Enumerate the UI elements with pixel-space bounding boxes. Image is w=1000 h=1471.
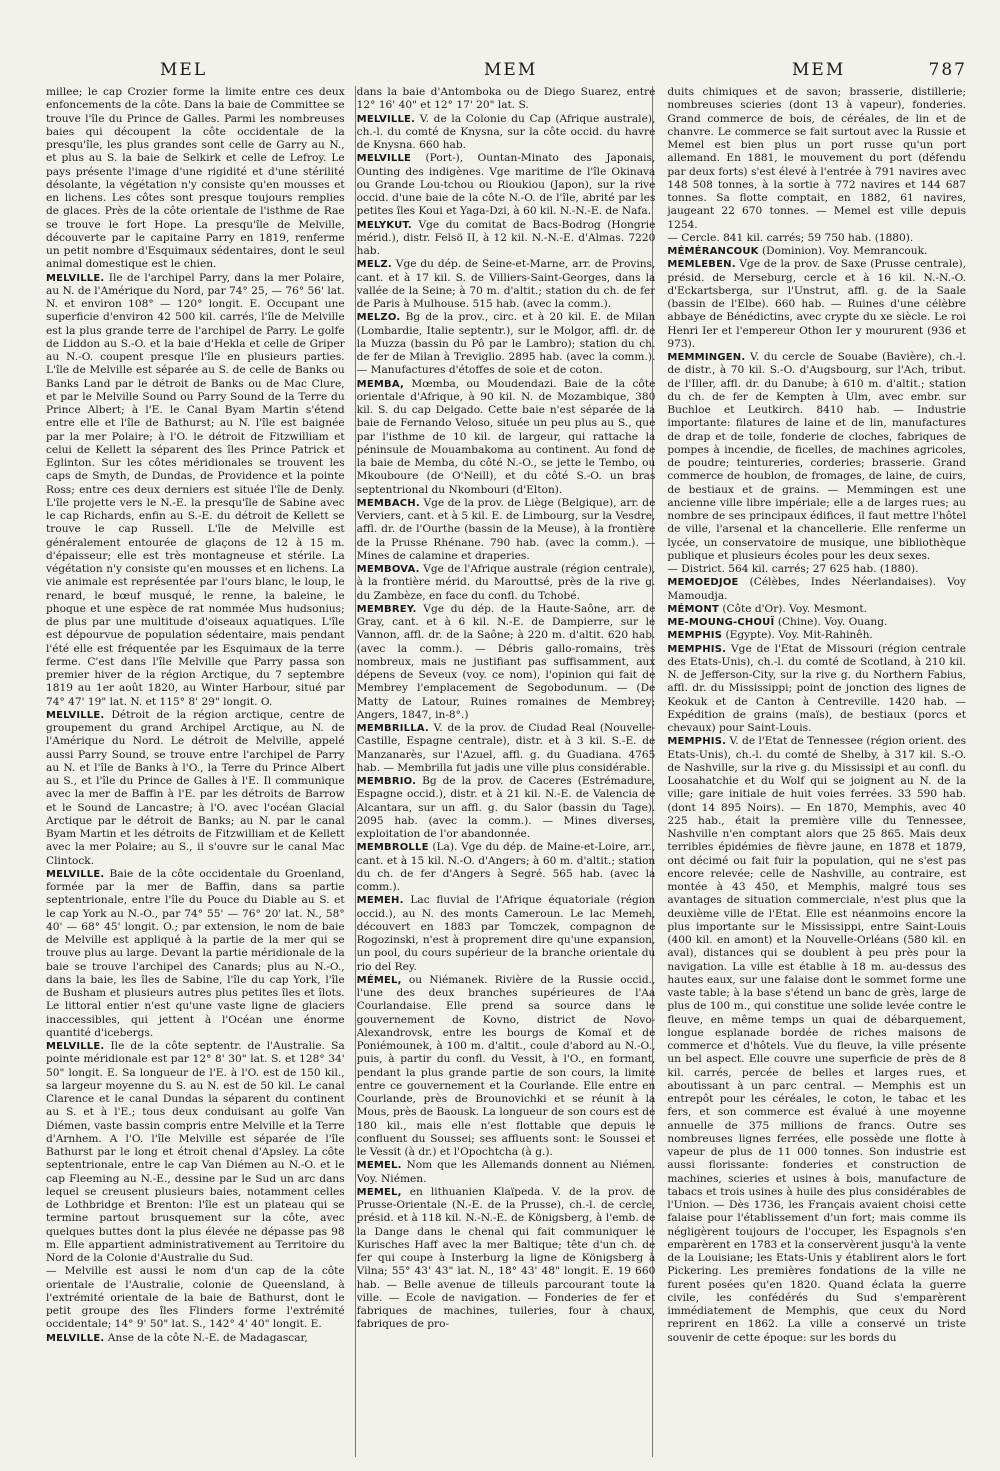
entry-text: Vge de la prov. de Saxe (Prusse centrale), présid. de Merseburg, cercle et à 16 kil. N.-N.-O. d'Eckartsberga, sur l'Unstrut, affl. g. de la Saale (bassin de l'Elbe). 660 hab. — Ruines d'une célèbre abbaye de Bénédictins, avec crypte du xe siècle. Le roi Henri Ier et l'empereur Othon Ier y moururent (936 et 973). (667, 258, 967, 350)
dictionary-entry (357, 894, 656, 974)
dictionary-entry (667, 735, 966, 1345)
entry-text: Vge de la prov. de Liège (Belgique), arr. de Verviers, cant. et à 5 kil. E. de Limbourg, sur la Vesdre, affl. dr. de l'Ourthe (bassin de la Meuse), à la frontière de la Prusse Rhénane. 790 hab. (avec la comm.). — Mines de calamine et draperies. (356, 496, 656, 562)
column-middle (357, 86, 656, 1457)
entry-text: (Port-), Ountan-Minato des Japonais, Ounting des indigènes. Vge maritime de l'île Okinava ou Grande Lou-tchou ou Rioukiou (Japon), sur la rive occid. d'une baie de la côte N.-O. de l'île, abrité par les petites îles Koui et Yaga-Dzi, à 60 kil. N.-N.-E. de Nafa. (356, 152, 656, 218)
entry-headword: MEMBOVA. (356, 564, 420, 575)
entry-headword: MEMBA, (356, 378, 404, 390)
dictionary-entry (357, 722, 656, 775)
dictionary-entry (357, 1159, 656, 1186)
running-head (0, 60, 1000, 84)
page-number: 787 (928, 60, 967, 80)
entry-headword: MELVILLE. (46, 868, 105, 880)
entry-text: Vge du comitat de Bacs-Bodrog (Hongrie mérid.), distr. Felsö II, à 12 kil. N.-N.-E. d'Almas. 7220 hab. (356, 218, 656, 257)
entry-text: Bg de la prov., circ. et à 20 kil. E. de Milan (Lombardie, Italie septentr.), sur le Molgor, affl. dr. de la Muzza (bassin du Pô par le Lambro); station du ch. de fer de Milan à Treviglio. 2895 hab. (avec la comm.). — Manufactures d'étoffes de soie et de coton. (356, 311, 656, 377)
entry-headword: MELVILLE. (46, 709, 105, 721)
dictionary-entry (667, 603, 966, 616)
entry-text: — Cercle. 841 kil. carrés; 59 750 hab. (1880). (667, 231, 914, 244)
entry-headword: MEMLEBEN. (667, 259, 736, 271)
entry-headword: MELVILLE. (46, 272, 105, 284)
entry-headword: MEMBRIO. (356, 776, 417, 787)
dictionary-entry (667, 629, 966, 642)
entry-text: V. de la Colonie du Cap (Afrique australe), ch.-l. du comté de Knysna, sur la côte occid. du havre de Knysna. 660 hab. (356, 112, 656, 151)
entry-headword: MEMPHIS (667, 630, 723, 642)
entry-text: (Célèbes, Indes Néerlandaises). Voy Mamoudja. (667, 576, 967, 602)
dictionary-entry (667, 258, 966, 351)
entry-text: (Chine). Voy. Ouang. (777, 616, 888, 628)
dictionary-entry (357, 113, 656, 153)
entry-headword: MEMEL. (356, 1160, 402, 1172)
entry-text: Ile de la côte septentr. de l'Australie. Sa pointe méridionale est par 12° 8' 30" lat. S. et 128° 34' 50" longit. E. Sa longueur de l'E. à l'O. est de 150 kil., sa largeur moyenne du S. au N. est de 50 kil. Le canal Clarence et le canal Dundas la séparent du continent au S. et à l'E.; tous deux conduisant au golfe Van Diémen, vaste bassin compris entre Melville et la Terre d'Arnhem. A l'O. l'île Melville est séparée de l'île Bathurst par le long et étroit chenal d'Apsley. La côte septentrionale, entre le cap Van Diémen au N.-O. et le cap Fleeming au N.-E., dessine par le Sud un arc dans lequel se creusent plusieurs baies, notamment celles de Lothbridge et Brenton: l'île est un plateau qui se termine partout brusquement sur la côte, avec quelques buttes dont la plus élevée ne dépasse pas 98 m. Elle appartient administrativement au Territoire du Nord de la Colonie d'Australie du Sud. (46, 1040, 345, 1264)
dictionary-entry (46, 1265, 345, 1331)
entry-headword: MEMEH. (356, 895, 404, 907)
column-right (667, 86, 966, 1457)
entry-text: (Côte d'Or). Voy. Mesmont. (722, 602, 867, 615)
dictionary-entry (46, 272, 345, 709)
dictionary-entry (357, 1186, 656, 1332)
dictionary-entry (46, 1040, 345, 1265)
dictionary-entry (46, 868, 345, 1040)
entry-text: Lac fluvial de l'Afrique équatoriale (région occid.), au N. des monts Cameroun. Le lac Memeh, découvert en 1883 par Tomczek, compagnon de Rogozinski, n'est à proprement dire qu'une expansion, un pool, du cours supérieur de la branche orientale du rio del Rey. (356, 894, 656, 973)
entry-headword: MEMBROLLE (356, 842, 429, 854)
dictionary-entry (667, 245, 966, 258)
dictionary-entry (357, 775, 656, 841)
entry-text: ou Niémanek. Rivière de la Russie occid., l'une des deux branches supérieures de l'Aa Courlandaise. Elle prend sa source dans le gouvernement de Kovno, district de Novo-Alexandrovsk, entre les bourgs de Komaï et de Poniémounek, à 100 m. d'altit., coule d'abord au N.-O., puis, à partir du confl. du Vessit, à l'O., en formant, pendant la plus grande partie de son cours, la limite entre ce gouvernement et la Courlande. Elle entre en Courlande, près de Brounovichki et se réunit à la Mous, près de Baousk. La longueur de son cours est de 180 kil., mais elle n'est flottable que depuis le confluent du Soussei; ses affluents sont: le Soussei et le Vessit (à dr.) et l'Opochtcha (à g.). (356, 973, 656, 1158)
entry-text: (Dominion). Voy. Memrancouk. (762, 245, 928, 257)
dictionary-entry (357, 563, 656, 603)
dictionary-entry (46, 86, 345, 272)
entry-text: Ile de l'archipel Parry, dans la mer Polaire, au N. de l'Amérique du Nord, par 74° 25, — 76° 56' lat. N. et environ 108° — 120° longit. E. Occupant une superficie d'environ 42 500 kil. carrés, l'île de Melville est la plus grande terre de l'archipel de Parry. Le golfe de Liddon au S.-O. et la baie d'Hekla et celle de Griper au N.-O. coupent presque l'île en plusieurs parties. L'île de Melville est séparée au S. de celle de Banks ou Banks Land par le détroit de Banks ou de Mac Clure, et par le Melville Sound ou Parry Sound de la Terre du Prince Albert; à l'E. le Canal Byam Martin s'étend entre elle et l'île de Bathurst; au N. l'île est baignée par la mer Polaire; à l'O. le détroit de Fitzwilliam et celui de Kellett la séparent des îles Prince Patrick et Eglinton. Sur les côtes méridionales se trouvent les caps de Smyth, de Dundas, de Providence et la pointe Ross; entre ces deux derniers est située l'île de Denly. L'île projette vers le N.-E. la presqu'île de Sabine avec le cap Richards, enfin au S.-E. du détroit de Kellett se trouve le cap Russell. L'île de Melville est généralement entourée de glaçons de 12 à 15 m. d'épaisseur; elle est très montagneuse et stérile. La végétation n'y consiste qu'en mousses et en lichens. La vie animale est représentée par l'ours blanc, le loup, le renard, le bœuf musqué, le renne, la baleine, le phoque et une espèce de rat nommée Mus hudsonius; de plus par une multitude d'oiseaux aquatiques. L'île est dépourvue de population sédentaire, mais pendant l'été elle est fréquentée par les Esquimaux de la terre ferme. C'est dans l'île Melville que Parry passa son premier hiver de la région Arctique, du 7 septembre 1819 au 1er août 1820, au Winter Harbour, situé par 74° 47' 19" lat. N. et 115° 8' 29" longit. O. (46, 271, 345, 708)
entry-text: Nom que les Allemands donnent au Niémen. Voy. Niémen. (356, 1159, 656, 1185)
dictionary-entry (667, 86, 966, 232)
entry-headword: MEMMINGEN. (667, 352, 746, 363)
entry-text: Mœmba, ou Moudendazi. Baie de la côte orientale d'Afrique, à 90 kil. N. de Mozambique, 380 kil. S. du cap Delgado. Cette baie n'est séparée de la baie de Fernando Veloso, située un peu plus au S., que par l'isthme de 10 kil. de largeur, qui rattache la péninsule de Mouambakoma au continent. Au fond de la baie de Memba, du côté N.-O., se jette le Tembo, ou Mkouboure (de O'Neill), et du côté S.-O. un bras septentrional du Nkombouri (d'Elton). (356, 377, 656, 496)
entry-text: duits chimiques et de savon; brasserie, distillerie; nombreuses scieries (dont 13 à vapeur), fonderies. Grand commerce de bois, de céréales, de lin et de chanvre. Le commerce se fait surtout avec la Russie et Memel est bien plus un port russe qu'un port allemand. En 1881, le mouvement du port (défendu par deux forts) s'est élevé à l'entrée à 791 navires avec 148 508 tonnes, à la sortie à 772 navires et 144 687 tonnes. Sa flotte comptait, en 1882, 61 navires, jaugeant 22 670 tonnes. — Memel est ville depuis 1254. (667, 86, 967, 231)
entry-text: (Egypte). Voy. Mit-Rahinêh. (725, 629, 873, 642)
header-left-word: MEL (160, 60, 208, 80)
dictionary-entry (357, 258, 656, 311)
entry-headword: MEMEL, (356, 1186, 402, 1198)
entry-headword: MELVILLE. (46, 1041, 105, 1052)
entry-text: Détroit de la région arctique, centre de groupement du grand Archipel Arctique, au N. de l'Amérique du Nord. Le détroit de Melville, appelé aussi Parry Sound, se trouve entre l'archipel de Parry au N. et l'île de Banks à l'O., la Terre du Prince Albert au S., et l'île du Prince de Galles à l'E. Il communique avec la mer de Baffin à l'E. par les détroits de Barrow et le Sound de Lancastre; à l'O. avec l'océan Glacial Arctique par le détroit de Banks; au N. par le canal Byam Martin et les détroits de Fitzwilliam et de Kellett avec la mer Polaire; au S., il s'ouvre sur le canal Mac Clintock. (46, 708, 345, 867)
dictionary-entry (357, 603, 656, 722)
entry-text: V. de la prov. de Ciudad Real (Nouvelle-Castille, Espagne centrale), distr. et à 3 kil. S.-E. de Manzanarès, sur l'Azuel, affl. g. du Guadiana. 4765 hab. — Membrilla fut jadis une ville plus considérable. (356, 722, 656, 774)
entry-headword: ME-MOUNG-CHOUÏ (667, 617, 775, 628)
entry-text: Bg de la prov. de Caceres (Estrémadure, Espagne occid.), distr. et à 21 kil. N.-E. de Valencia de Alcantara, sur un affl. g. du Salor (bassin du Tage). 2095 hab. (avec la comm.). — Mines diverses, exploitation de l'or abandonnée. (356, 775, 656, 840)
entry-headword: MÉMONT (667, 603, 719, 615)
dictionary-entry (357, 378, 656, 497)
entry-headword: MELVILLE. (46, 1332, 105, 1344)
entry-text: Anse de la côte N.-E. de Madagascar, (107, 1331, 308, 1344)
entry-text: en lithuanien Klaïpeda. V. de la prov. de Prusse-Orientale (N.-E. de la Prusse), ch.-l. de cercle, présid. et à 118 kil. N.-N.-E. de Königsberg, à l'emb. de la Dange dans le chenal qui fait communiquer le Kurisches Haff avec la mer Baltique; tête d'un ch. de fer qui coupe à Insterburg la ligne de Königsberg à Vilna; 55° 43' 43" lat. N., 18° 43' 48" longit. E. 19 660 hab. — Belle avenue de tilleuls parcourant toute la ville. — Ecole de navigation. — Fonderies de fer et fabriques de machines, tuileries, four à chaux, fabriques de pro- (356, 1185, 656, 1331)
entry-headword: MEMBACH. (356, 497, 420, 509)
dictionary-entry (46, 709, 345, 868)
entry-text: millee; le cap Crozier forme la limite entre ces deux enfoncements de la côte. Dans la baie de Committee se trouve l'île du Prince de Galles. Parmi les nombreuses baies qui découpent la côte occidentale de la presqu'île, les plus grandes sont celle de Garry au N., et plus au S. la baie de Selkirk et celle de Lefroy. Le pays présente l'image d'une rigidité et d'une stérilité désolante, la végétation n'y consiste qu'en mousses et en lichens. Les côtes sont presque toujours remplies de glaces. Près de la côte orientale de l'isthme de Rae se trouve le fort Hope. La presqu'île de Melville, découverte par le capitaine Parry en 1819, renferme un petit nombre d'Esquimaux sédentaires, dont le seul animal domestique est le chien. (46, 86, 345, 271)
entry-headword: MELZO. (356, 312, 401, 324)
entry-text: Vge de l'Afrique australe (région centrale), à la frontière mérid. du Marouttsé, près de la rive g. du Zambèze, en face du confl. du Tchobé. (356, 563, 656, 602)
entry-headword: MÉMEL, (356, 974, 402, 986)
header-center-word: MEM (484, 60, 538, 80)
entry-text: V. du cercle de Souabe (Bavière), ch.-l. de distr., à 70 kil. S.-O. d'Augsbourg, sur l'Ach, tribut. de l'Iller, affl. dr. du Danube; à 610 m. d'altit.; station du ch. de fer de Kempten à Ulm, avec embr. sur Buchloe et Leutkirch. 8410 hab. — Industrie importante: filatures de laine et de lin, manufactures de drap et de toile, fonderie de cloches, fabriques de pompes à incendie, de ficelles, de machines agricoles, de poudre; teintureries, corderies; brasserie. Grand commerce de houblon, de fromages, de laine, de cuirs, de bestiaux et de grains. — Memmingen est une ancienne ville libre impériale; elle a de larges rues; au nombre de ses principaux édifices, il faut mettre l'hôtel de ville, l'arsenal et la chancellerie. Elle renferme un lycée, un conservatoire de musique, une bibliothèque publique et plusieurs écoles pour les deux sexes. (667, 351, 967, 562)
entry-text: Vge du dép. de Seine-et-Marne, arr. de Provins, cant. et à 17 kil. S. de Villiers-Saint-Georges, dans la vallée de la Seine; à 70 m. d'altit.; station du ch. de fer de Paris à Mulhouse. 515 hab. (avec la comm.). (356, 258, 656, 310)
entry-headword: MELVILLE. (356, 113, 416, 125)
dictionary-entry (357, 219, 656, 259)
entry-text: Vge du dép. de la Haute-Saône, arr. de Gray, cant. et à 6 kil. N.-E. de Dampierre, sur le Vannon, affl. dr. de la Saône; à 220 m. d'altit. 620 hab. (avec la comm.). — Débris gallo-romains, très nombreux, mais ne justifiant pas suffisamment, aux dépens de Seveux (voy. ce nom), l'opinion qui fait de Membrey l'emplacement de Segobodunum. — (De Matty de Latour, Ruines romaines de Membrey; Angers, 1847, in-8°.) (356, 602, 656, 721)
dictionary-entry (667, 232, 966, 245)
entry-text: V. de l'Etat de Tennessee (région orient. des Etats-Unis), ch.-l. du comté de Shelby, à 317 kil. S.-O. de Nashville, sur la rive g. du Mississipi et au confl. du Loosahatchie et du Wolf qui se joignent au N. de la ville; gare initiale de huit voies ferrées. 33 590 hab. (dont 14 895 Noirs). — En 1870, Memphis, avec 40 225 hab., était la première ville du Tennessee, Nashville n'en comptant alors que 25 865. Mais deux terribles épidémies de fièvre jaune, en 1878 et 1879, ont décimé ou fait fuir la population, qui ne s'est pas encore relevée; celle de Nashville, au contraire, est montée à 43 450, et Memphis, malgré tous ses avantages de situation commerciale, n'est plus que la deuxième ville de l'Etat. Elle est néanmoins encore la plus importante sur le Mississippi, entre Saint-Louis (400 kil. en amont) et la Nouvelle-Orléans (580 kil. en aval), distances qui se doublent à peu près pour la navigation. La ville est établie à 18 m. au-dessus des hautes eaux, sur une falaise dont le sommet forme une vaste table; à la base s'étend un banc de grès, large de plus de 100 m., qui constitue une solide levée contre le fleuve, en même temps un quai de débarquement, longue esplanade bordée de riches maisons de commerce et d'hôtels. Vue du fleuve, la ville présente un bel aspect. Elle couvre une superficie de près de 8 kil. carrés, percée de belles et larges rues, et aboutissant à un parc central. — Memphis est un entrepôt pour les céréales, le coton, le tabac et les fers, et son commerce est évalué à une moyenne annuelle de 375 millions de francs. Outre ses nombreuses lignes ferrées, elle possède une flotte à vapeur de plus de 11 000 tonnes. Son industrie est aussi florissante: fonderies et construction de machines, scieries et usines à bois, manufacture de tabacs et trois usines à huile des plus considérables de l'Union. — Dès 1736, les Français avaient choisi cette falaise pour l'établissement d'un fort; mais comme ils négligèrent toujours de l'occuper, les Espagnols s'en emparèrent en 1783 et la conservèrent jusqu'à la vente de la Louisiane; les Etats-Unis y établirent alors le fort Pickering. Les premières fondations de la ville ne furent posées qu'en 1820. Quand éclata la guerre civile, les confédérés du Sud s'emparèrent immédiatement de Memphis, que ceux du Nord reprirent en 1862. La ville a conservé un triste souvenir de cette époque: sur les bords du (667, 735, 967, 1344)
entry-headword: MELVILLE (356, 153, 412, 165)
dictionary-entry (357, 311, 656, 377)
dictionary-entry (667, 616, 966, 629)
entry-text: Baie de la côte occidentale du Groenland, formée par la mer de Baffin, dans sa partie septentrionale, entre l'île du Pouce du Diable au S. et le cap York au N.-O., par 74° 55' — 76° 20' lat. N., 58° 40' — 68° 45' longit. O.; par extension, le nom de baie de Melville est appliqué à la partie de la mer qui se trouve plus au large. Devant la partie méridionale de la baie se trouve l'archipel des Canards; plus au N.-O., dans la baie, les îles de Sabine, l'île du cap York, l'île de Busham et plusieurs autres plus petites îles et îlots. Le littoral entier n'est qu'une vaste ligne de glaciers inaccessibles, qui jettent à l'Océan une énorme quantité d'icebergs. (46, 867, 345, 1039)
entry-text: (La). Vge du dép. de Maine-et-Loire, arr., cant. et à 15 kil. N.-O. d'Angers; à 60 m. d'altit.; station du ch. de fer d'Angers à Segré. 565 hab. (avec la comm.). (356, 841, 656, 893)
entry-text: — District. 564 kil. carrés; 27 625 hab. (1880). (667, 563, 919, 575)
dictionary-entry (357, 152, 656, 218)
header-right-word: MEM (792, 60, 846, 80)
entry-headword: MEMOEDJOE (667, 577, 739, 589)
entry-text: dans la baie d'Antomboka ou de Diego Suarez, entre 12° 16' 40" et 12° 17' 20" lat. S. (356, 86, 656, 112)
entry-headword: MELYKUT. (356, 219, 412, 231)
dictionary-entry (667, 351, 966, 563)
dictionary-entry (667, 576, 966, 603)
entry-headword: MEMPHIS. (667, 736, 727, 748)
entry-headword: MÉMÉRANCOUK (667, 246, 759, 257)
dictionary-entry (357, 86, 656, 113)
dictionary-entry (46, 1332, 345, 1345)
dictionary-entry (357, 841, 656, 894)
text-columns (46, 86, 966, 1457)
column-left (46, 86, 345, 1457)
entry-headword: MEMBREY. (356, 603, 417, 615)
entry-headword: MELZ. (356, 259, 392, 271)
dictionary-entry (357, 974, 656, 1160)
entry-headword: MEMBRILLA. (356, 723, 429, 734)
dictionary-entry (667, 563, 966, 576)
dictionary-entry (667, 643, 966, 736)
entry-text: Vge de l'Etat de Missouri (région centrale des Etats-Unis), ch.-l. du comté de Scotland, à 210 kil. N. de Jefferson-City, sur la rive g. du Northern Fabius, affl. dr. du Mississippi; point de jonction des lignes de Keokuk et de Canton à Centreville. 1420 hab. — Expédition de grains (maïs), de bestiaux (porcs et chevaux) pour Saint-Louis. (667, 642, 967, 734)
entry-headword: MEMPHIS. (667, 643, 727, 655)
dictionary-entry (357, 497, 656, 563)
entry-text: — Melville est aussi le nom d'un cap de la côte orientale de l'Australie, colonie de Queensland, à l'extrémité orientale de la baie de Bathurst, dont le petit groupe des îles Flinders forme l'extrémité occidentale; 14° 9' 50" lat. S., 142° 4' 40" longit. E. (46, 1265, 345, 1331)
